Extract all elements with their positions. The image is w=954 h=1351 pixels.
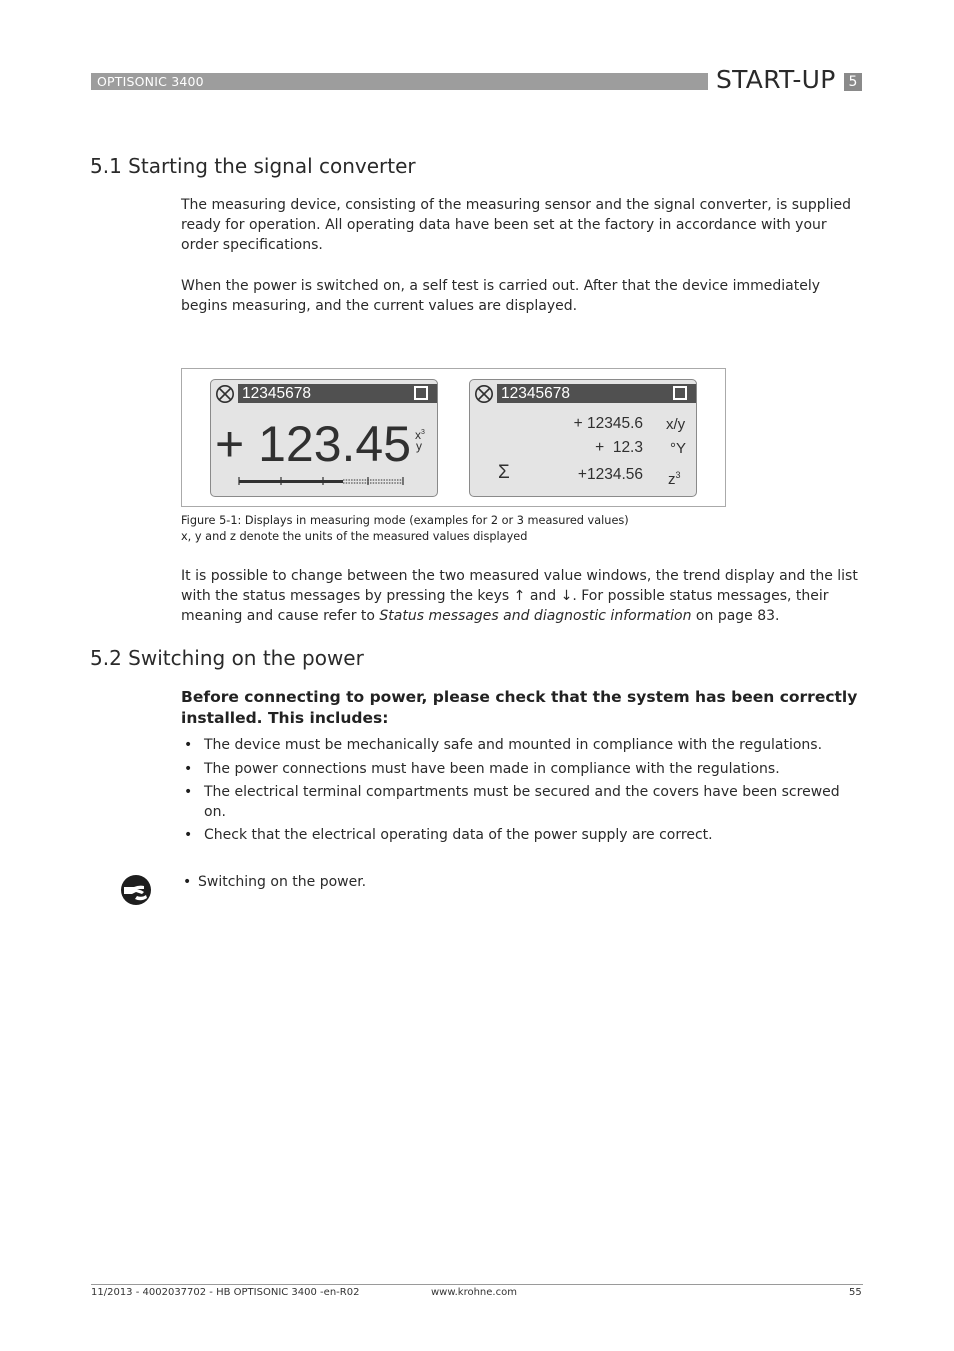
display-row2-unit: °Y [670, 440, 687, 457]
display-main-value: + 123.45 [215, 416, 412, 472]
paragraph-self-test: When the power is switched on, a self test is carried out. After that the device immediately begins measuring, and the current values are displayed. [181, 278, 821, 314]
section-number-badge: 5 [844, 73, 862, 91]
footer-rule [91, 1284, 863, 1285]
totalizer-sigma-icon: Σ [498, 462, 510, 483]
product-name: OPTISONIC 3400 [97, 74, 204, 89]
status-cross-circle-icon [474, 384, 494, 404]
bold-intro: Before connecting to power, please check that the system has been correctly installed. This includes: [181, 688, 858, 727]
status-cross-circle-icon [215, 384, 235, 404]
bullet-symbol: • [183, 874, 192, 890]
paragraph-intro: The measuring device, consisting of the measuring sensor and the signal converter, is supplied ready for operation. All operating data have been set at the factory in accordance with your order specifications. [181, 197, 851, 253]
display-row1-unit: x/y [666, 416, 686, 433]
list-item: The power connections must have been made in compliance with the regulations. [204, 761, 780, 777]
display-row2-value: + 12.3 [595, 439, 643, 456]
list-item: The device must be mechanically safe and mounted in compliance with the regulations. [204, 737, 823, 753]
status-square-icon [414, 386, 428, 400]
action-step: Switching on the power. [198, 874, 367, 890]
list-item: Check that the electrical operating data of the power supply are correct. [204, 827, 713, 843]
figure-caption-note: x, y and z denote the units of the measured values displayed [181, 530, 528, 543]
footer-website[interactable]: www.krohne.com [431, 1287, 517, 1298]
footer-doc-id: 11/2013 - 4002037702 - HB OPTISONIC 3400 -en-R02 [91, 1287, 360, 1298]
display-three-values [469, 379, 697, 497]
page-number: 55 [849, 1287, 862, 1298]
list-item: The electrical terminal compartments must be secured and the covers have been screwed on. [204, 784, 840, 820]
display-row3-unit: $z^3$ [668, 470, 681, 488]
heading-5-1: 5.1 Starting the signal converter [90, 154, 416, 178]
status-square-icon [673, 386, 687, 400]
bullet-symbol: • [184, 784, 193, 800]
display-unit-bottom: y [416, 439, 422, 453]
bullet-symbol: • [184, 827, 193, 843]
section-title: START-UP [716, 65, 836, 94]
display-unit-top: $x^3$ [415, 428, 425, 442]
bullet-symbol: • [184, 761, 193, 777]
cross-reference-link[interactable]: Status messages and diagnostic information [379, 608, 692, 624]
display-single-value [210, 379, 438, 497]
heading-5-2: 5.2 Switching on the power [90, 646, 364, 670]
display-bargraph [238, 476, 405, 486]
bullet-symbol: • [184, 737, 193, 753]
display-tag: 12345678 [501, 385, 570, 402]
figure-caption-title: Figure 5-1: Displays in measuring mode (examples for 2 or 3 measured values) [181, 514, 629, 527]
paragraph-key-navigation: It is possible to change between the two measured value windows, the trend display and the list with the status messages by pressing the keys ↑ and ↓. For possible status messages, their meaning and cause refer to Status messages and diagnostic information on page 83. [181, 568, 858, 624]
display-row1-value: + 12345.6 [573, 415, 643, 432]
display-row3-value: +1234.56 [577, 466, 643, 483]
hand-action-icon [120, 874, 152, 906]
display-tag: 12345678 [242, 385, 311, 402]
